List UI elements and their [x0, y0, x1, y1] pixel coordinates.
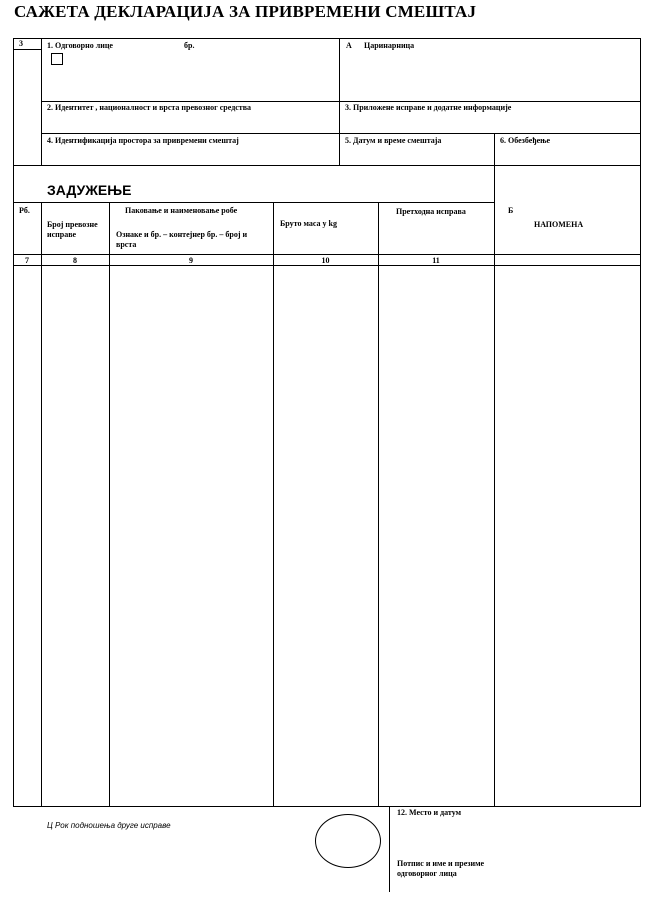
box-number: 3 — [19, 39, 23, 48]
column-number-8: 8 — [73, 256, 77, 265]
responsible-person-checkbox[interactable] — [51, 53, 63, 65]
column-number-7: 7 — [25, 256, 29, 265]
responsible-person-label: 1. Одговорно лице — [47, 41, 113, 50]
column-transport-doc-label: Број превозне исправе — [47, 220, 98, 239]
frame-left-line — [13, 38, 14, 806]
column-number-11: 11 — [432, 256, 440, 265]
document-title: САЖЕТА ДЕКЛАРАЦИЈА ЗА ПРИВРЕМЕНИ СМЕШТАЈ — [14, 2, 477, 21]
stamp-circle — [315, 814, 381, 868]
column-marks-label: Ознаке и бр. – контејнер бр. – број и врста — [116, 230, 248, 249]
customs-office-label: Царинарница — [364, 41, 415, 50]
frame-top-line — [13, 38, 641, 39]
column-note-label: НАПОМЕНА — [534, 220, 584, 229]
column-previous-doc-label: Претходна исправа — [396, 207, 466, 216]
table-column-line-1 — [41, 202, 42, 806]
note-column-line — [494, 165, 495, 806]
frame-right-line — [640, 38, 641, 806]
table-column-line-2 — [109, 202, 110, 806]
frame-bottom-line — [13, 806, 641, 807]
column-b-letter: Б — [508, 206, 514, 215]
column-number-9: 9 — [189, 256, 193, 265]
attached-docs-label: 3. Приложене исправе и додатне информације — [345, 103, 512, 112]
security-label: 6. Обезбеђење — [500, 136, 551, 145]
signature-label: Потпис и име и презиме одговорног лица — [397, 859, 485, 878]
vehicle-identity-label: 2. Идентитет , националност и врста превозног средства — [47, 103, 252, 112]
storage-identification-label: 4. Идентификација простора за привремени смештај — [47, 136, 239, 145]
section-title-underline — [13, 202, 494, 203]
table-header-bottom-line — [13, 254, 641, 255]
place-date-label: 12. Место и датум — [397, 808, 462, 817]
customs-letter: А — [346, 41, 352, 50]
section-title: ЗАДУЖЕЊЕ — [47, 182, 132, 198]
table-column-line-3 — [273, 202, 274, 806]
table-column-line-4 — [378, 202, 379, 806]
footer-divider-line — [389, 806, 390, 892]
header-row-line-2 — [41, 101, 641, 102]
column-gross-mass-label: Бруто маса у kg — [280, 219, 337, 228]
header-security-column-line — [494, 133, 495, 165]
column-number-10: 10 — [321, 256, 330, 265]
header-bottom-line — [13, 165, 641, 166]
header-row-line-3 — [41, 133, 641, 134]
header-row-line-1 — [13, 49, 41, 50]
number-label: бр. — [184, 41, 195, 50]
column-packaging-label: Паковање и наименовање робе — [125, 206, 238, 215]
column-rb-label: Рб. — [19, 206, 30, 215]
storage-datetime-label: 5. Датум и време смештаја — [345, 136, 442, 145]
deadline-label: Ц Рок подношења друге исправе — [47, 821, 171, 830]
